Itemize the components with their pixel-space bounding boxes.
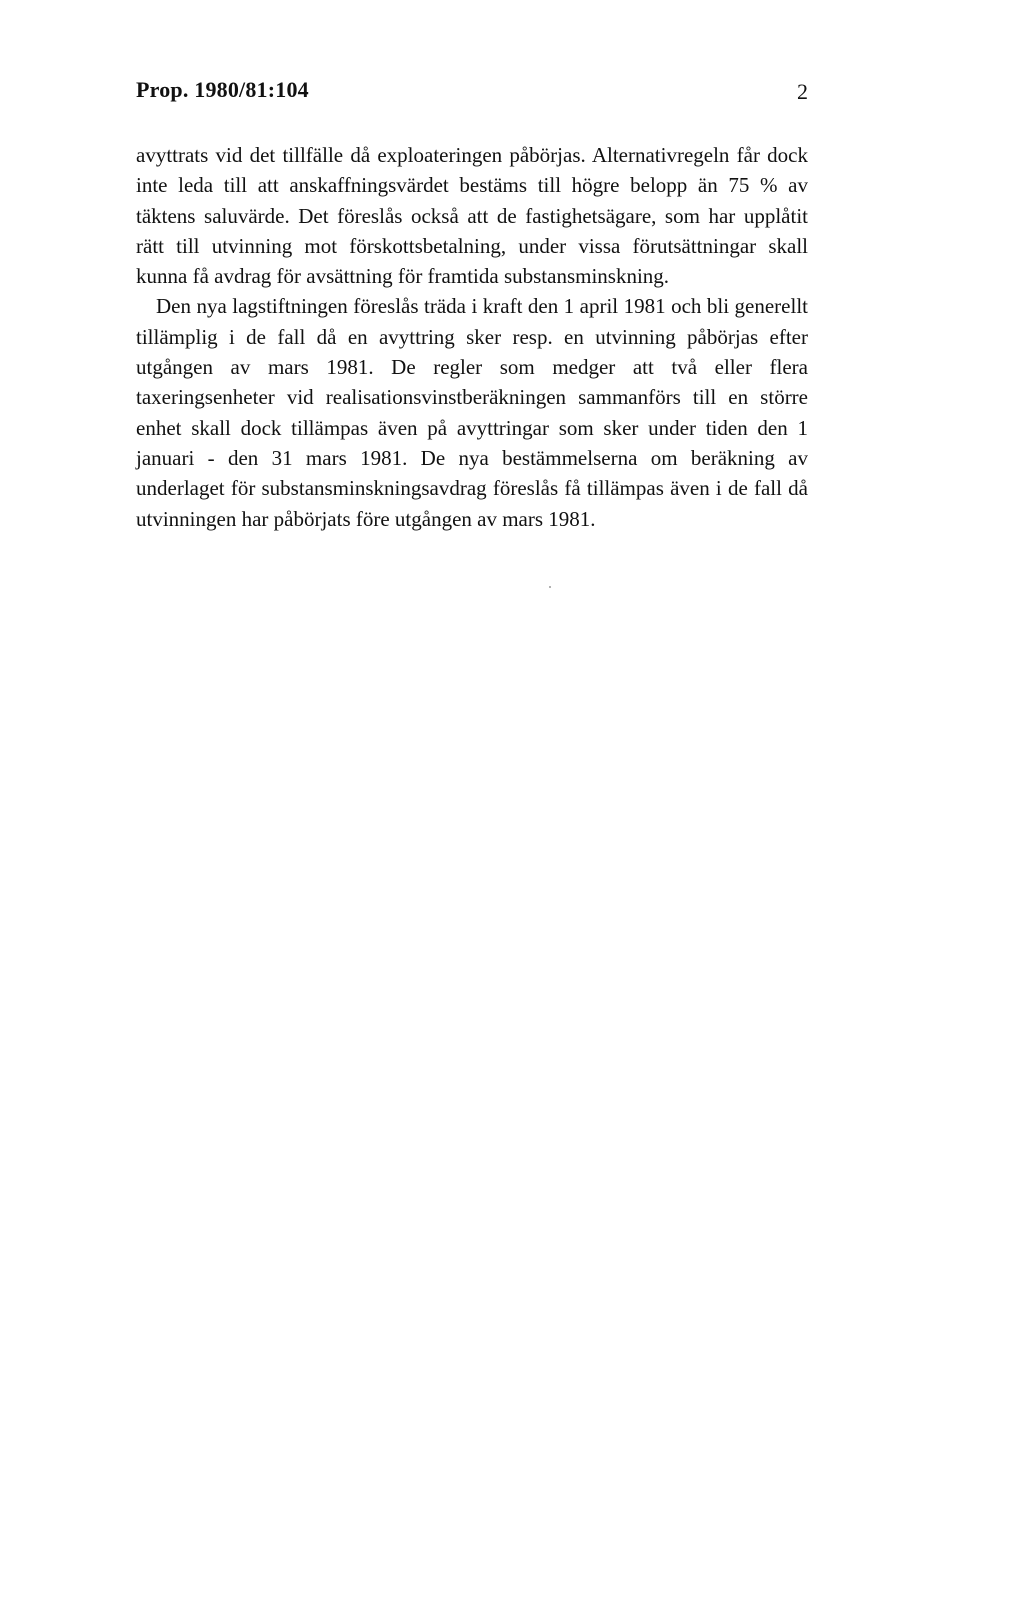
- body-text: [136, 140, 808, 534]
- running-header: [136, 76, 808, 106]
- document-reference: Prop. 1980/81:104: [136, 77, 309, 102]
- page-number: 2: [797, 79, 808, 104]
- scan-speck: [549, 586, 551, 588]
- paragraph-effective-date: Den nya lagstiftningen föreslås träda i kraft den 1 april 1981 och bli generellt tillämplig i de fall då en avyttring sker resp. en utvinning påbörjas efter utgången av mars 1981. De regler som medger att två eller flera taxeringsenheter vid realisationsvinstberäkningen sammanförs till en större enhet skall dock tillämpas även på avyttringar som sker under tiden den 1 januari - den 31 mars 1981. De nya bestämmelserna om beräkning av underlaget för substansminskningsavdrag föreslås få tillämpas även i de fall då utvinningen har påbörjats före utgången av mars 1981.: [136, 294, 808, 531]
- paragraph-continuation: avyttrats vid det tillfälle då exploateringen påbörjas. Alternativregeln får dock inte leda till att anskaffningsvärdet bestäms till högre belopp än 75 % av täktens saluvärde. Det föreslås också att de fastighetsägare, som har upplåtit rätt till utvinning mot förskottsbetalning, under vissa förutsättningar skall kunna få avdrag för avsättning för framtida substansminskning.: [136, 143, 808, 289]
